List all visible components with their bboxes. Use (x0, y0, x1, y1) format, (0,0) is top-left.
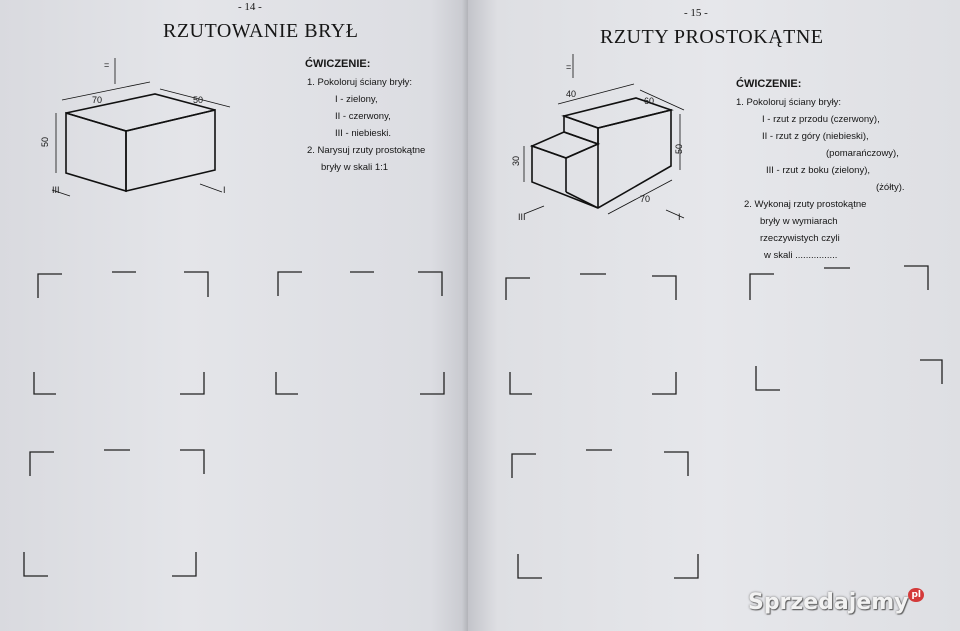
exercise-heading: ĆWICZENIE: (305, 58, 371, 70)
page-title-left: RZUTOWANIE BRYŁ (163, 20, 359, 42)
drawing-frames-left (0, 0, 468, 631)
exercise-line: II - czerwony, (335, 111, 391, 122)
view-label-top: = (104, 60, 110, 70)
page-number-right: - 15 - (684, 7, 708, 19)
exercise-line: I - rzut z przodu (czerwony), (762, 114, 880, 125)
exercise-line: rzeczywistych czyli (760, 233, 840, 244)
view-label-top: = (566, 62, 572, 72)
watermark-badge: pl (908, 588, 924, 602)
view-label-front: I (223, 185, 226, 195)
exercise-line: 2. Wykonaj rzuty prostokątne (744, 199, 867, 210)
dim-step-depth: 60 (644, 96, 655, 106)
dim-depth: 50 (193, 95, 204, 105)
exercise-line: II - rzut z góry (niebieski), (762, 131, 869, 142)
exercise-line: 1. Pokoloruj ściany bryły: (736, 97, 842, 108)
exercise-line: (pomarańczowy), (826, 148, 899, 159)
exercise-line: w skali ................ (764, 250, 838, 261)
exercise-line: bryły w wymiarach (760, 216, 838, 227)
view-label-front: I (678, 212, 681, 222)
exercise-line: bryły w skali 1:1 (321, 162, 389, 173)
exercise-heading: ĆWICZENIE: (736, 78, 802, 90)
watermark-text: Sprzedajemy (747, 590, 909, 615)
watermark-logo (748, 590, 924, 615)
view-label-side: III (52, 185, 60, 195)
exercise-line: III - rzut z boku (zielony), (766, 165, 871, 176)
left-page (0, 0, 468, 631)
exercise-line: 2. Narysuj rzuty prostokątne (307, 145, 426, 156)
right-page (468, 0, 960, 631)
exercise-line: III - niebieski. (335, 128, 391, 139)
page-title-right: RZUTY PROSTOKĄTNE (600, 26, 824, 48)
drawing-frames-right (468, 0, 960, 631)
dim-step-width: 70 (640, 194, 651, 204)
dim-width: 70 (92, 95, 103, 105)
dim-height: 50 (40, 136, 50, 147)
exercise-line: I - zielony, (335, 94, 378, 105)
dim-step-height-left: 30 (511, 155, 521, 166)
dim-step-height-right: 50 (674, 143, 684, 154)
dim-step-top: 40 (566, 89, 577, 99)
view-label-side: III (518, 212, 526, 222)
exercise-line: 1. Pokoloruj ściany bryły: (307, 77, 413, 88)
page-number-left: - 14 - (238, 1, 262, 13)
exercise-line: (żółty). (876, 182, 905, 193)
